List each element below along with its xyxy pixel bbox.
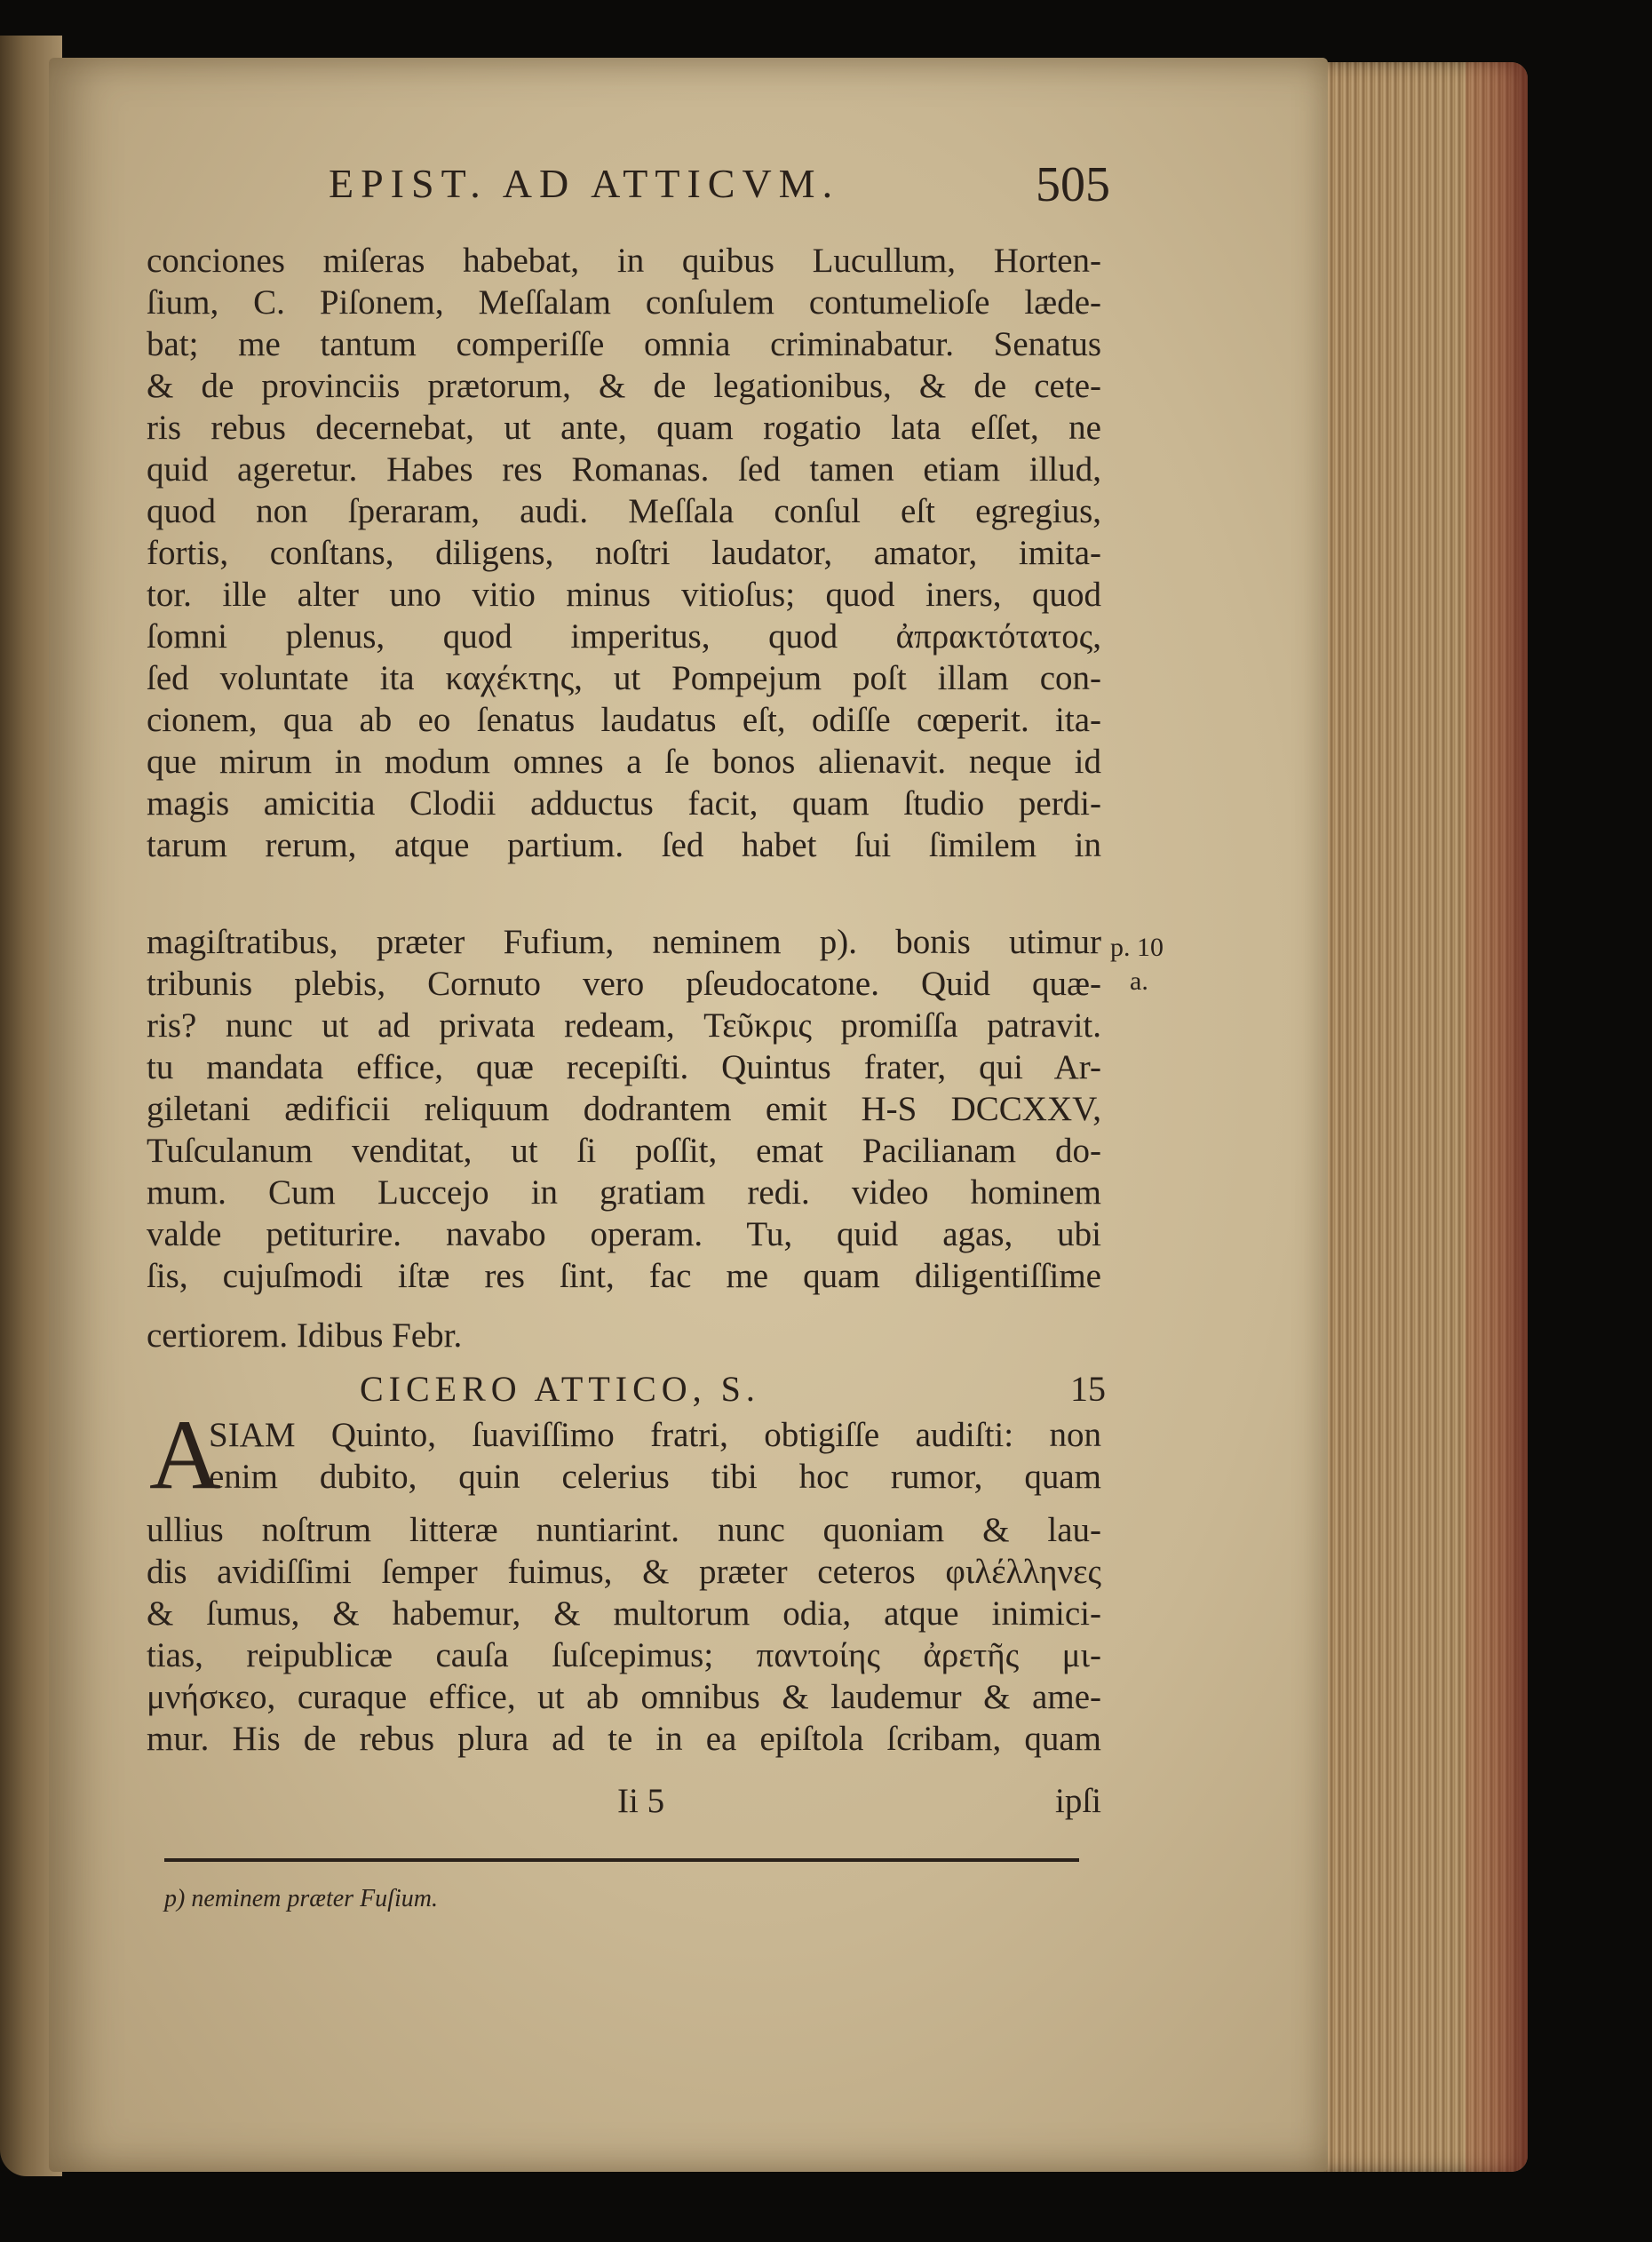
margin-note-column: a.: [1130, 966, 1148, 996]
text-line: dis avidiſſimi ſemper fuimus, & præter ceteros φιλέλληνες: [147, 1553, 1101, 1591]
footnote-rule: [164, 1858, 1079, 1862]
text-line: mum. Cum Luccejo in gratiam redi. video hominem: [147, 1173, 1101, 1212]
text-line: mur. His de rebus plura ad te in ea epiſtola ſcribam, quam: [147, 1720, 1101, 1758]
text-line: ris? nunc ut ad privata redeam, Τεῦκρις promiſſa patravit.: [147, 1006, 1101, 1045]
text-line: certiorem. Idibus Febr.: [147, 1316, 463, 1355]
text-line: ſis, cujuſmodi iſtæ res ſint, fac me quam diligentiſſime: [147, 1257, 1101, 1295]
text-line: tias, reipublicæ cauſa ſuſcepimus; παντοίης ἀρετῆς μι-: [147, 1636, 1101, 1674]
text-line: enim dubito, quin celerius tibi hoc rumor, quam: [209, 1458, 1101, 1496]
letter-heading: [360, 1368, 1106, 1412]
text-line: tor. ille alter uno vitio minus vitioſus; quod iners, quod: [147, 576, 1101, 614]
text-line: que mirum in modum omnes a ſe bonos alienavit. neque id: [147, 743, 1101, 781]
catchword: ipſi: [1054, 1782, 1101, 1820]
text-line: SIAM Quinto, ſuaviſſimo fratri, obtigiſſe audiſti: non: [209, 1416, 1101, 1454]
page-edges: [1310, 62, 1528, 2172]
text-line: conciones miſeras habebat, in quibus Lucullum, Horten-: [147, 242, 1101, 280]
page-header: [329, 157, 1128, 213]
letter-number: 15: [1070, 1369, 1106, 1409]
margin-note-page-ref: p. 10: [1110, 933, 1164, 962]
text-line: tarum rerum, atque partium. ſed habet ſui ſimilem in: [147, 826, 1101, 864]
text-line: cionem, qua ab eo ſenatus laudatus eſt, odiſſe cœperit. ita-: [147, 701, 1101, 739]
text-line: fortis, conſtans, diligens, noſtri laudator, amator, imita-: [147, 534, 1101, 572]
text-line: ullius noſtrum litteræ nuntiarint. nunc quoniam & lau-: [147, 1511, 1101, 1549]
text-line: magiſtratibus, præter Fufium, neminem p). bonis utimur: [147, 923, 1101, 961]
text-line: valde petiturire. navabo operam. Tu, quid agas, ubi: [147, 1215, 1101, 1253]
text-line: bat; me tantum comperiſſe omnia criminabatur. Senatus: [147, 325, 1101, 363]
text-line: ſomni plenus, quod imperitus, quod ἀπρακτότατος,: [147, 617, 1101, 656]
letter-title: CICERO ATTICO, S.: [360, 1369, 760, 1409]
running-title: EPIST. AD ATTICVM.: [329, 161, 840, 206]
text-line: giletani ædificii reliquum dodrantem emit H-S DCCXXV,: [147, 1090, 1101, 1128]
page-number: 505: [1036, 157, 1110, 212]
text-line: & de provinciis prætorum, & de legationibus, & de cete-: [147, 367, 1101, 405]
text-line: ſium, C. Piſonem, Meſſalam conſulem contumelioſe læde-: [147, 283, 1101, 322]
signature-mark: Ii 5: [617, 1782, 665, 1820]
text-line: & ſumus, & habemur, & multorum odia, atque inimici-: [147, 1594, 1101, 1633]
signature-line: [147, 1781, 1101, 1825]
text-line: ris rebus decernebat, ut ante, quam rogatio lata eſſet, ne: [147, 409, 1101, 447]
text-line: Tuſculanum venditat, ut ſi poſſit, emat Pacilianam do-: [147, 1132, 1101, 1170]
text-line: μνήσκεο, curaque effice, ut ab omnibus & laudemur & ame-: [147, 1678, 1101, 1716]
footnote: p) neminem præter Fuſium.: [164, 1885, 438, 1912]
text-line: quid ageretur. Habes res Romanas. ſed tamen etiam illud,: [147, 450, 1101, 489]
text-line: tu mandata effice, quæ recepiſti. Quintus frater, qui Ar-: [147, 1048, 1101, 1086]
drop-cap: A: [149, 1400, 221, 1510]
text-line: tribunis plebis, Cornuto vero pſeudocatone. Quid quæ-: [147, 965, 1101, 1003]
text-line: magis amicitia Clodii adductus facit, quam ſtudio perdi-: [147, 784, 1101, 823]
text-line: ſed voluntate ita καχέκτης, ut Pompejum poſt illam con-: [147, 659, 1101, 697]
text-line: quod non ſperaram, audi. Meſſala conſul eſt egregius,: [147, 492, 1101, 530]
